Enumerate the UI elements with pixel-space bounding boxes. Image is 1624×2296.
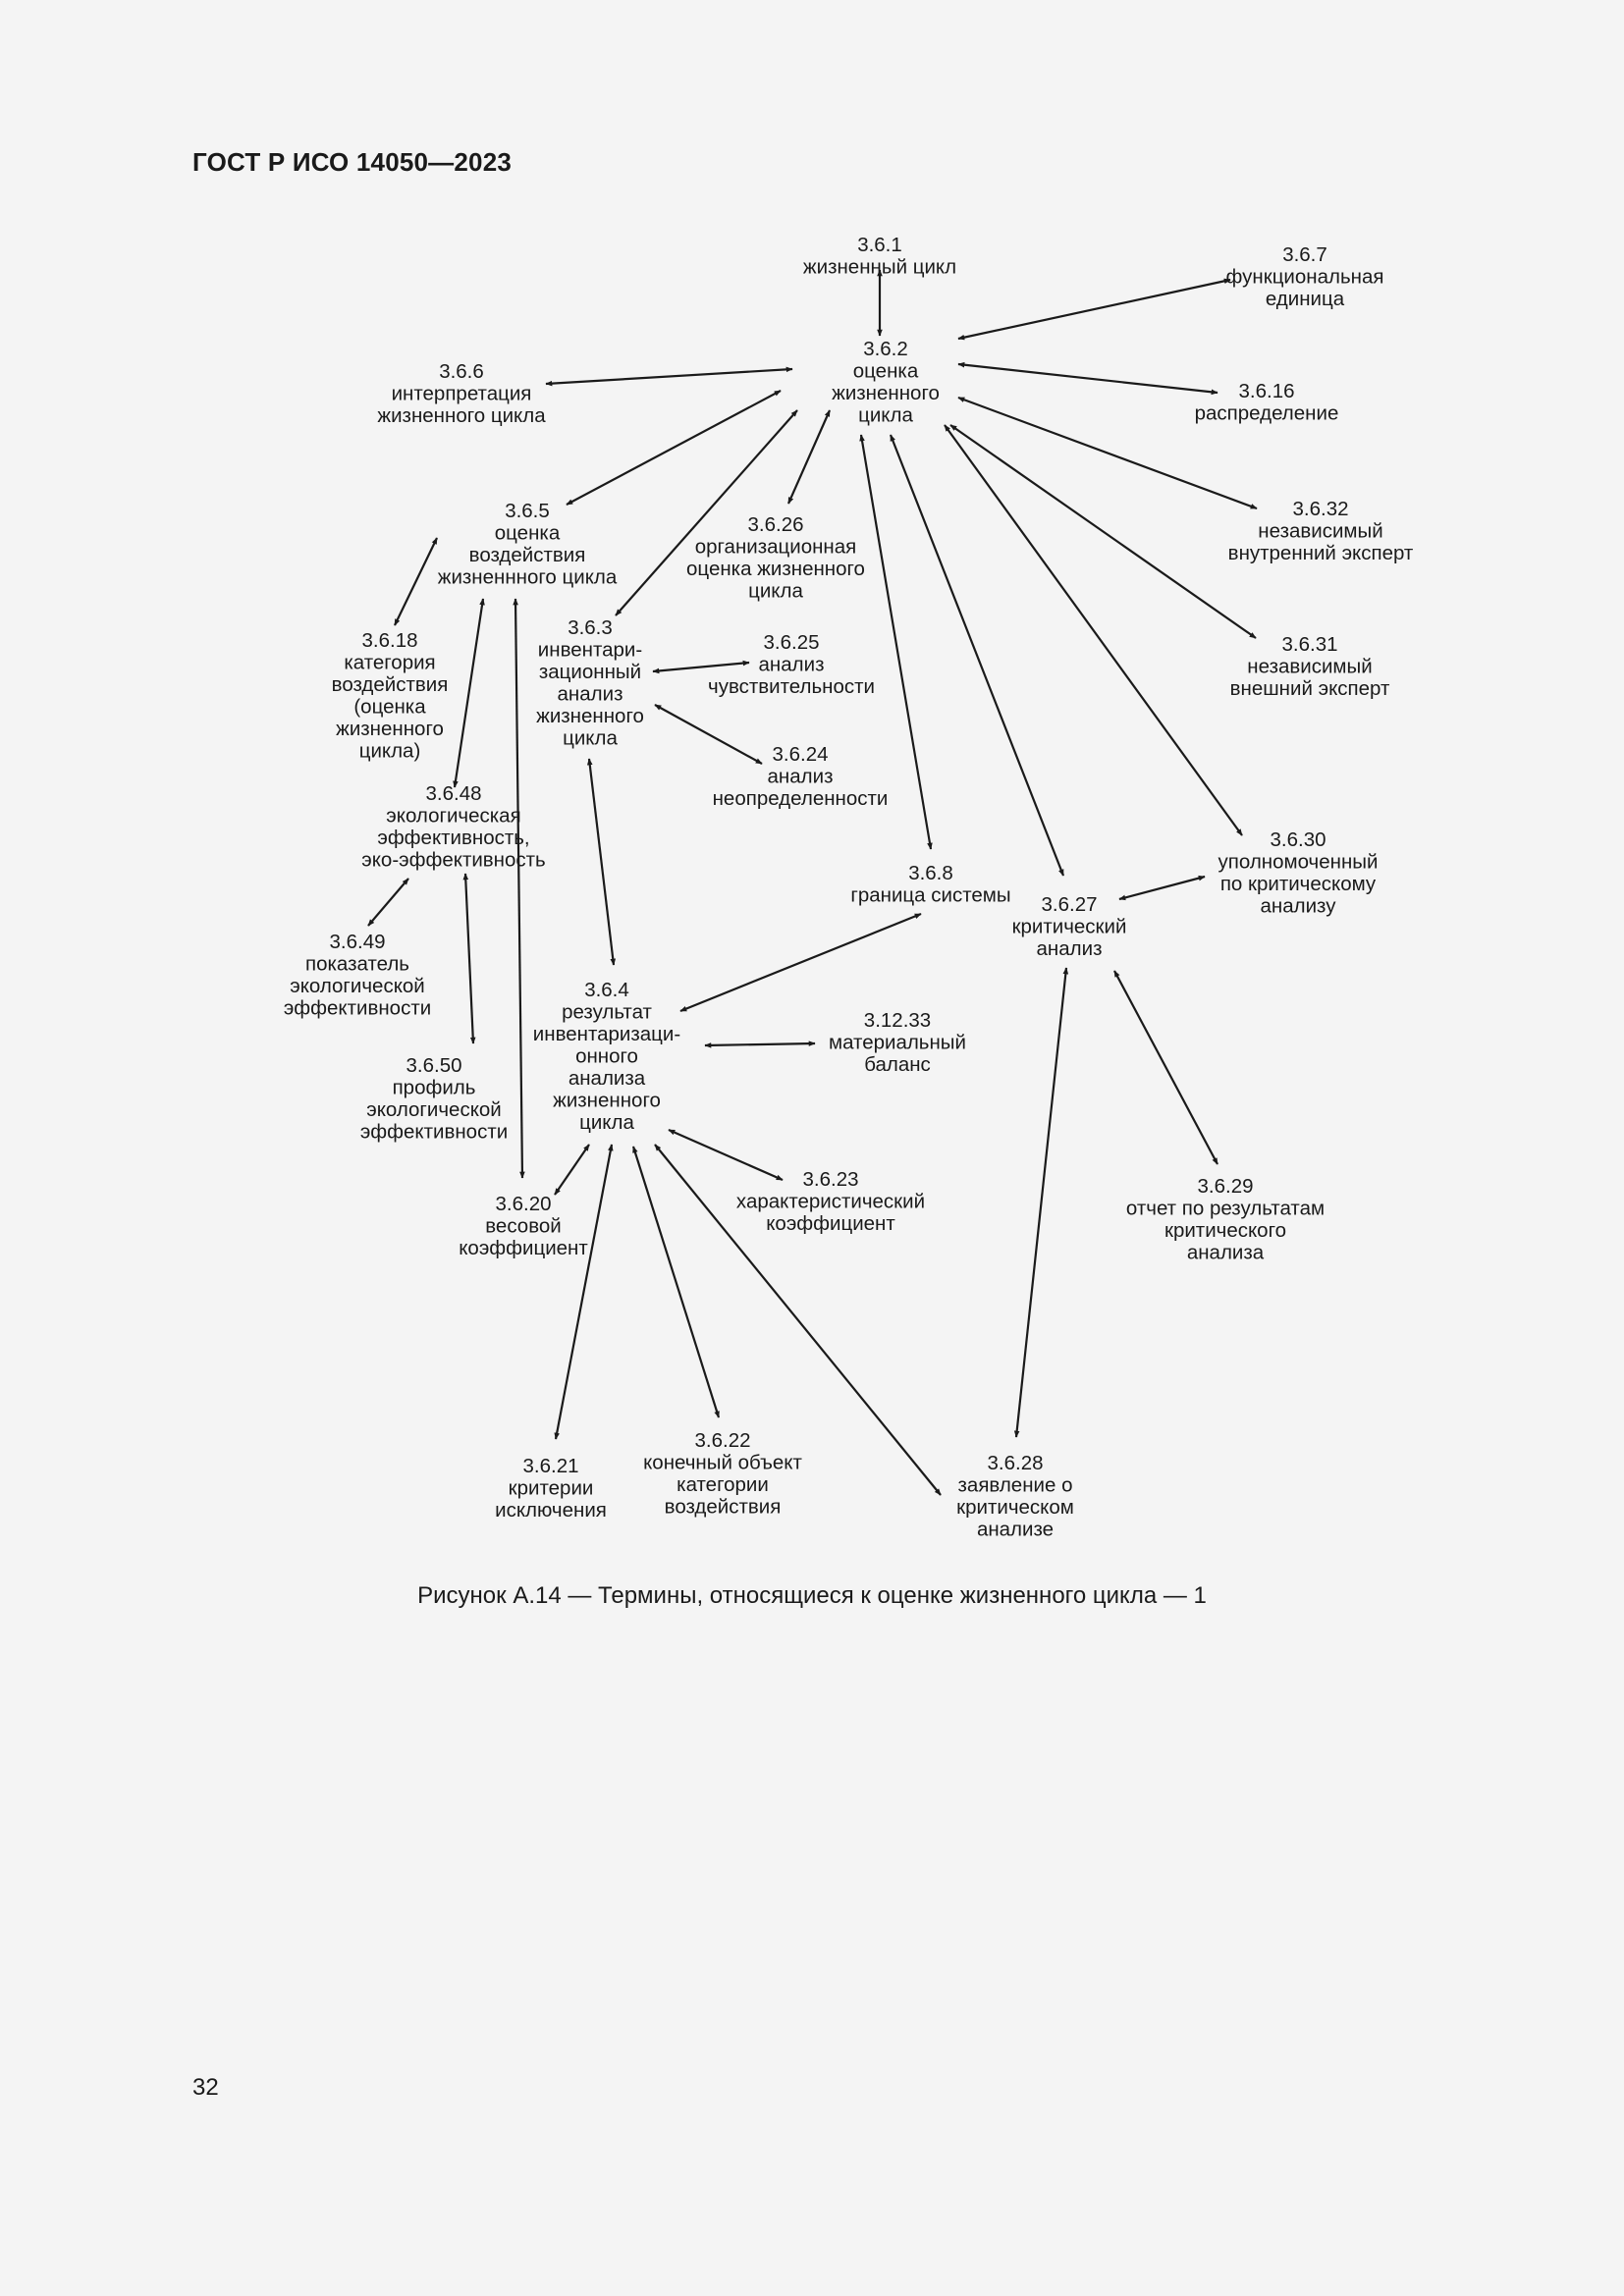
term-name-line: экологическая xyxy=(386,804,521,828)
relation-arrow-3.6.27-to-3.6.28 xyxy=(1016,968,1066,1437)
term-name-line: жизненного xyxy=(553,1089,661,1112)
term-name-line: жизненного xyxy=(536,705,644,727)
term-name-line: показатель xyxy=(305,952,409,976)
term-number: 3.6.32 xyxy=(1292,498,1349,520)
term-number: 3.6.2 xyxy=(863,338,908,360)
term-name-line: весовой xyxy=(485,1214,562,1238)
document-header: ГОСТ Р ИСО 14050—2023 xyxy=(192,147,513,177)
term-node-3.6.3 xyxy=(536,616,644,750)
relation-arrow-3.6.4-to-3.6.22 xyxy=(633,1147,719,1417)
relation-arrow-3.6.2-to-3.6.16 xyxy=(958,364,1218,393)
term-name-line: (оценка xyxy=(353,695,426,719)
term-label xyxy=(686,513,865,603)
relation-arrow-3.6.8-to-3.6.4 xyxy=(680,914,921,1011)
term-name-line: функциональная xyxy=(1225,265,1384,289)
term-name-line: анализ xyxy=(767,765,834,788)
term-number: 3.6.25 xyxy=(763,631,820,654)
term-name-line: внешний эксперт xyxy=(1229,677,1390,700)
term-node-3.6.7 xyxy=(1226,243,1384,310)
term-number: 3.6.28 xyxy=(987,1452,1044,1474)
term-name-line: цикла xyxy=(579,1111,634,1134)
term-name-line: эко-эффективность xyxy=(361,848,546,872)
term-label xyxy=(495,1455,607,1522)
term-number: 3.6.16 xyxy=(1238,380,1295,402)
relation-arrow-3.6.48-to-3.6.49 xyxy=(368,879,408,926)
relation-arrow-3.6.3-to-3.6.25 xyxy=(653,663,749,671)
term-number: 3.6.30 xyxy=(1270,828,1326,851)
relation-arrow-3.6.3-to-3.6.4 xyxy=(589,759,614,965)
term-name-line: отчет по результатам xyxy=(1125,1197,1326,1220)
term-name-line: анализ xyxy=(758,653,825,676)
term-number: 3.6.31 xyxy=(1281,633,1338,656)
term-label xyxy=(459,1193,588,1259)
term-name-line: анализ xyxy=(1036,937,1103,960)
term-name-line: экологической xyxy=(366,1098,502,1121)
term-name-line: оценка xyxy=(852,359,919,383)
term-number: 3.6.3 xyxy=(568,616,613,639)
relation-arrow-3.6.4-to-3.6.20 xyxy=(555,1145,589,1195)
term-name-line: заявление о xyxy=(957,1473,1073,1497)
term-node-3.6.22 xyxy=(643,1429,802,1519)
term-name-line: характеристический xyxy=(735,1190,926,1213)
relation-arrow-3.6.3-to-3.6.24 xyxy=(655,705,762,764)
term-label xyxy=(736,1168,925,1235)
term-number: 3.6.7 xyxy=(1282,243,1327,266)
term-name-line: критерии xyxy=(508,1476,594,1500)
relation-arrow-3.6.27-to-3.6.29 xyxy=(1114,971,1218,1164)
term-node-3.6.31 xyxy=(1230,633,1390,700)
term-name-line: критического xyxy=(1164,1219,1287,1242)
term-node-3.6.21 xyxy=(495,1455,607,1522)
term-number: 3.6.48 xyxy=(425,782,482,805)
term-label xyxy=(643,1429,802,1519)
term-node-3.6.1 xyxy=(803,234,956,279)
term-node-3.12.33 xyxy=(829,1009,966,1076)
relation-arrow-3.6.2-to-3.6.7 xyxy=(958,280,1230,339)
relation-arrow-3.6.5-to-3.6.48 xyxy=(455,599,483,787)
term-name-line: категория xyxy=(344,651,436,674)
term-label xyxy=(1226,243,1384,310)
term-name-line: воздействия xyxy=(331,673,449,696)
term-node-3.6.30 xyxy=(1218,828,1379,918)
term-name-line: цикла) xyxy=(358,739,421,763)
term-name-line: воздействия xyxy=(468,544,586,566)
term-name-line: уполномоченный xyxy=(1218,850,1379,874)
term-label xyxy=(850,862,1010,907)
term-name-line: граница системы xyxy=(850,883,1011,907)
term-number: 3.6.1 xyxy=(857,234,902,256)
term-number: 3.6.22 xyxy=(694,1429,751,1452)
term-name-line: эффективности xyxy=(359,1120,509,1144)
term-name-line: критический xyxy=(1011,915,1127,938)
relation-arrow-3.6.27-to-3.6.30 xyxy=(1119,877,1205,899)
term-name-line: коэффициент xyxy=(766,1212,895,1235)
term-name-line: чувствительности xyxy=(708,675,875,698)
term-node-3.6.23 xyxy=(736,1168,925,1235)
term-node-3.6.2 xyxy=(832,338,940,427)
term-name-line: анализа xyxy=(1186,1241,1265,1264)
term-label xyxy=(829,1009,966,1076)
term-name-line: баланс xyxy=(864,1053,931,1076)
term-name-line: эффективности xyxy=(283,996,432,1020)
term-label xyxy=(956,1452,1074,1541)
relation-arrow-3.6.5-to-3.6.18 xyxy=(395,538,437,625)
term-node-3.6.49 xyxy=(284,931,431,1020)
term-number: 3.6.24 xyxy=(772,743,829,766)
term-node-3.6.6 xyxy=(377,360,546,427)
term-node-3.6.50 xyxy=(360,1054,508,1144)
term-label xyxy=(713,743,889,810)
term-label xyxy=(533,979,680,1134)
term-name-line: критическом xyxy=(956,1496,1074,1519)
relation-arrow-3.6.5-to-3.6.20 xyxy=(515,599,522,1178)
term-name-line: независимый xyxy=(1258,519,1383,543)
term-name-line: категории xyxy=(677,1473,769,1496)
relation-arrow-3.6.4-to-3.6.23 xyxy=(669,1130,783,1180)
term-label xyxy=(832,338,940,427)
term-name-line: профиль xyxy=(392,1076,476,1099)
term-number: 3.6.27 xyxy=(1041,893,1098,916)
relation-arrow-3.6.2-to-3.6.27 xyxy=(891,435,1063,876)
figure-caption: Рисунок А.14 — Термины, относящиеся к оценке жизненного цикла — 1 xyxy=(417,1582,1207,1609)
term-number: 3.6.4 xyxy=(584,979,629,1001)
term-number: 3.6.50 xyxy=(406,1054,462,1077)
term-label xyxy=(1012,893,1127,960)
term-node-3.6.4 xyxy=(533,979,680,1134)
term-name-line: неопределенности xyxy=(712,787,889,810)
term-label xyxy=(284,931,431,1020)
term-number: 3.6.20 xyxy=(495,1193,552,1215)
term-name-line: эффективность, xyxy=(377,827,530,849)
term-label xyxy=(332,629,449,763)
term-node-3.6.29 xyxy=(1126,1175,1325,1264)
term-node-3.6.27 xyxy=(1012,893,1127,960)
term-name-line: по критическому xyxy=(1219,873,1377,895)
term-name-line: жизненного цикла xyxy=(377,404,546,427)
term-name-line: результат xyxy=(562,1000,652,1024)
term-name-line: распределение xyxy=(1194,401,1339,425)
term-name-line: анализ xyxy=(557,682,623,706)
term-name-line: жизненного xyxy=(832,382,940,404)
term-name-line: жизненный цикл xyxy=(802,255,957,279)
term-name-line: жизненнного цикла xyxy=(437,565,618,589)
relation-arrow-3.6.6-to-3.6.2 xyxy=(546,369,792,384)
term-name-line: материальный xyxy=(828,1031,967,1054)
term-name-line: инвентаризаци- xyxy=(532,1023,681,1045)
term-node-3.6.16 xyxy=(1195,380,1339,425)
term-name-line: единица xyxy=(1265,288,1345,310)
term-number: 3.6.5 xyxy=(505,500,550,522)
term-name-line: анализу xyxy=(1260,894,1336,918)
term-number: 3.6.26 xyxy=(747,513,804,536)
relation-arrow-3.6.4-to-3.6.21 xyxy=(556,1145,612,1439)
term-node-3.6.26 xyxy=(686,513,865,603)
term-number: 3.6.21 xyxy=(522,1455,579,1477)
term-name-line: жизненного xyxy=(336,718,444,740)
term-label xyxy=(1218,828,1379,918)
term-name-line: конечный объект xyxy=(643,1451,802,1474)
term-number: 3.6.49 xyxy=(329,931,386,953)
term-name-line: цикла xyxy=(563,726,618,750)
term-name-line: зационный xyxy=(538,661,642,683)
term-name-line: внутренний эксперт xyxy=(1227,542,1414,564)
term-node-3.6.20 xyxy=(459,1193,588,1259)
term-number: 3.6.6 xyxy=(439,360,484,383)
term-name-line: цикла xyxy=(858,403,913,427)
term-name-line: инвентари- xyxy=(537,638,643,662)
term-name-line: анализе xyxy=(976,1518,1055,1541)
relation-arrow-3.6.2-to-3.6.26 xyxy=(788,410,830,504)
term-name-line: онного xyxy=(575,1044,638,1068)
term-label xyxy=(536,616,644,750)
term-name-line: цикла xyxy=(748,579,803,603)
term-label xyxy=(438,500,618,589)
term-name-line: оценка xyxy=(494,521,561,545)
term-node-3.6.18 xyxy=(332,629,449,763)
relation-arrow-3.6.48-to-3.6.50 xyxy=(465,874,473,1043)
term-name-line: независимый xyxy=(1247,655,1373,678)
term-number: 3.6.23 xyxy=(802,1168,859,1191)
term-label xyxy=(803,234,956,279)
term-label xyxy=(1195,380,1339,425)
relation-arrow-3.6.2-to-3.6.5 xyxy=(567,391,781,505)
term-node-3.6.28 xyxy=(956,1452,1074,1541)
term-label xyxy=(360,1054,508,1144)
term-number: 3.6.8 xyxy=(908,862,953,884)
term-name-line: оценка жизненного xyxy=(686,558,865,580)
relation-arrow-3.6.2-to-3.6.31 xyxy=(950,425,1256,638)
term-label xyxy=(1126,1175,1325,1264)
term-name-line: воздействия xyxy=(664,1495,782,1519)
term-name-line: исключения xyxy=(495,1499,607,1522)
term-label xyxy=(377,360,546,427)
term-name-line: анализа xyxy=(568,1067,646,1090)
page-number: 32 xyxy=(192,2074,219,2101)
term-number: 3.12.33 xyxy=(863,1009,932,1032)
term-node-3.6.5 xyxy=(438,500,618,589)
term-node-3.6.8 xyxy=(850,862,1010,907)
term-label xyxy=(1230,633,1390,700)
term-node-3.6.24 xyxy=(713,743,889,810)
term-number: 3.6.29 xyxy=(1197,1175,1254,1198)
term-name-line: коэффициент xyxy=(459,1237,588,1259)
term-name-line: экологической xyxy=(290,975,425,997)
term-name-line: организационная xyxy=(694,535,857,559)
relation-arrow-3.6.4-to-3.12.33 xyxy=(705,1043,815,1045)
term-name-line: интерпретация xyxy=(391,382,532,405)
term-number: 3.6.18 xyxy=(361,629,418,652)
